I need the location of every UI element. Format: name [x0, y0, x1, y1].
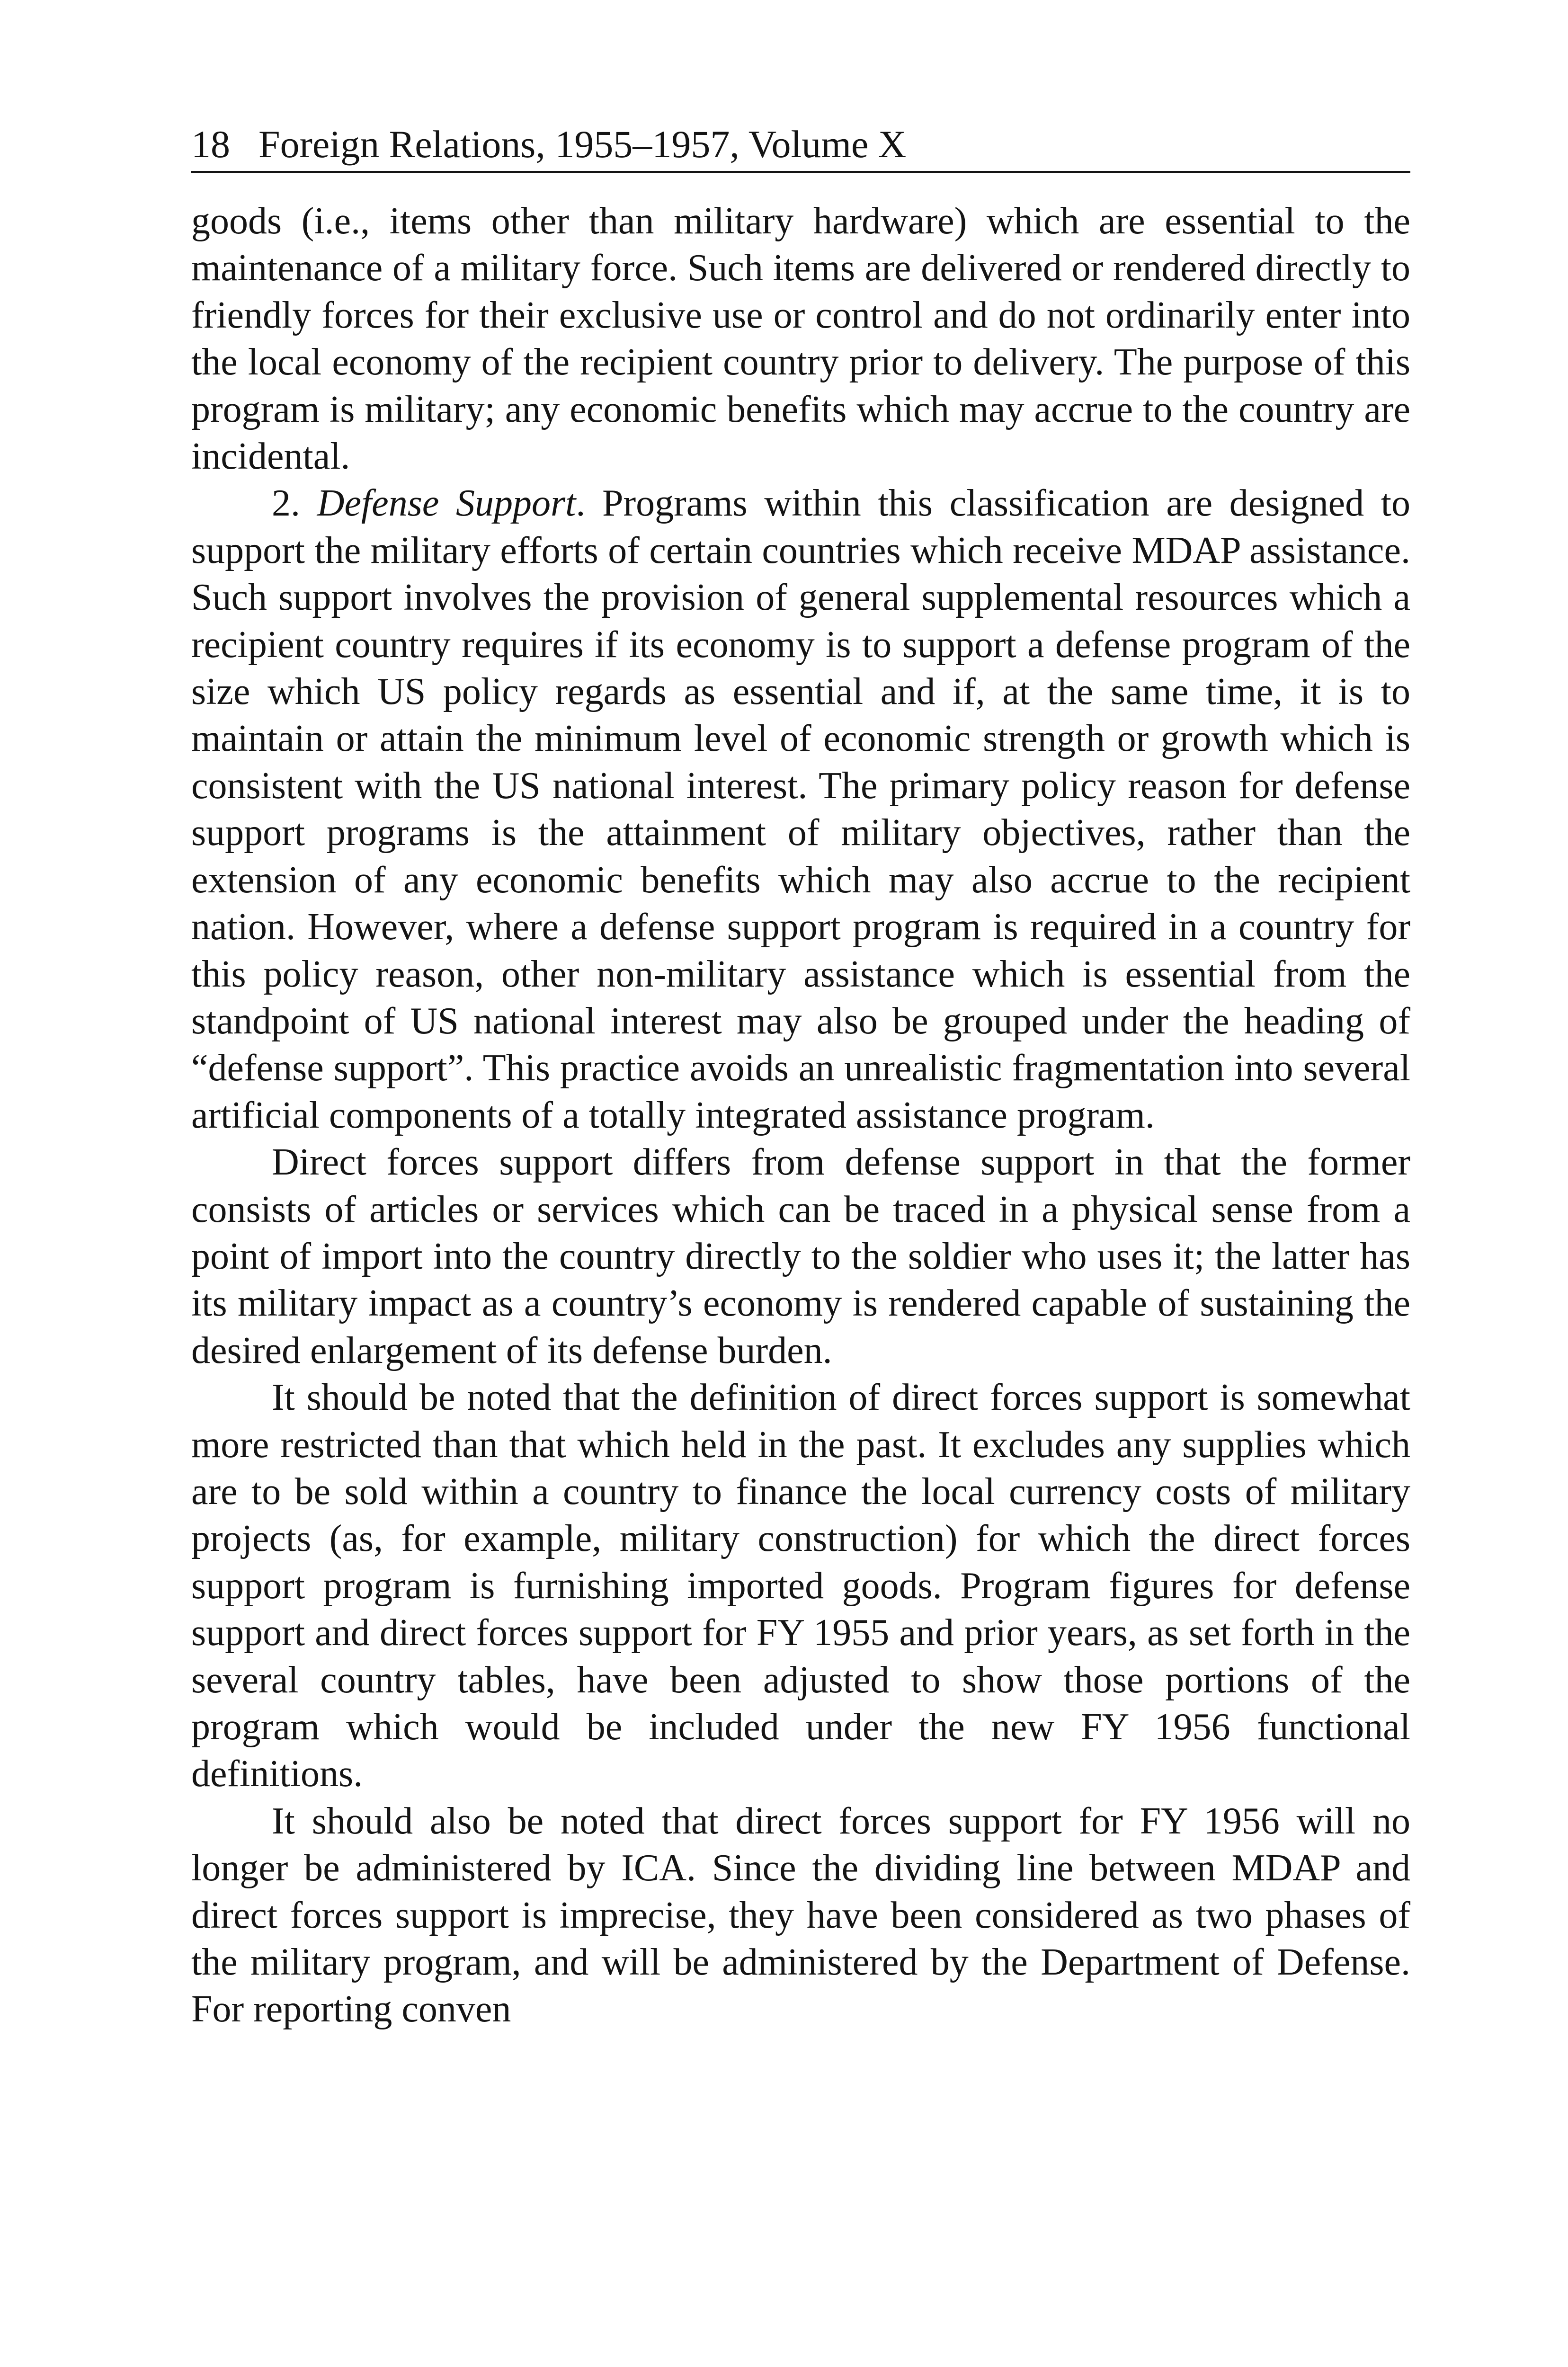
section-number: 2. — [272, 482, 317, 525]
paragraph-2-text: Programs within this classification are designed to support the military efforts of certain countries which receive MDAP assistance. Such support involves the provision of general supplemental resources which a recipient country requires if its economy is to support a defense program of the size which US policy regards as essential and if, at the same time, it is to maintain or attain the minimum level of economic strength or growth which is consistent with the US national interest. The primary policy reason for defense support programs is the attainment of military objectives, rather than the extension of any economic benefits which may also accrue to the recipient nation. However, where a defense support program is required in a country for this policy reason, other non-military assistance which is essential from the standpoint of US national interest may also be grouped under the heading of “defense support”. This practice avoids an unrealistic fragmentation into several artificial components of a totally integrated assistance program. — [191, 482, 1411, 1136]
section-heading-defense-support: Defense Support — [317, 482, 576, 525]
paragraph-5: It should also be noted that direct forces support for FY 1956 will no longer be administered by ICA. Since the dividing line between MDAP and direct forces support is imprecise, they have been considered as two phases of the military program, and will be administered by the Department of Defense. For reporting conven — [191, 1800, 1410, 2030]
paragraph-3: Direct forces support differs from defense support in that the former consists of articles or services which can be traced in a physical sense from a point of import into the country directly to the soldier who uses it; the latter has its military impact as a country’s economy is rendered capable of sustaining the desired enlargement of its defense burden. — [191, 1141, 1410, 1371]
document-page — [191, 121, 1410, 2033]
paragraph-1: goods (i.e., items other than military hardware) which are essential to the maintenance of a military force. Such items are delivered or rendered directly to friendly forces for their exclusive use or control and do not ordinarily enter into the local economy of the recipient country prior to delivery. The purpose of this program is military; any economic benefits which may accrue to the country are incidental. — [191, 200, 1410, 478]
paragraph-4: It should be noted that the definition of direct forces support is somewhat more restricted than that which held in the past. It excludes any supplies which are to be sold within a country to finance the local currency costs of military projects (as, for example, military construction) for which the direct forces support program is furnishing imported goods. Program figures for defense support and direct forces support for FY 1955 and prior years, as set forth in the several country tables, have been adjusted to show those portions of the program which would be included under the new FY 1956 functional definitions. — [191, 1377, 1410, 1795]
section-heading-period: . — [576, 482, 586, 525]
running-header — [191, 121, 1410, 173]
paragraph-2 — [191, 480, 1410, 1139]
page-number: 18 — [191, 123, 230, 166]
body-text — [191, 198, 1410, 2033]
running-title: Foreign Relations, 1955–1957, Volume X — [258, 123, 907, 166]
